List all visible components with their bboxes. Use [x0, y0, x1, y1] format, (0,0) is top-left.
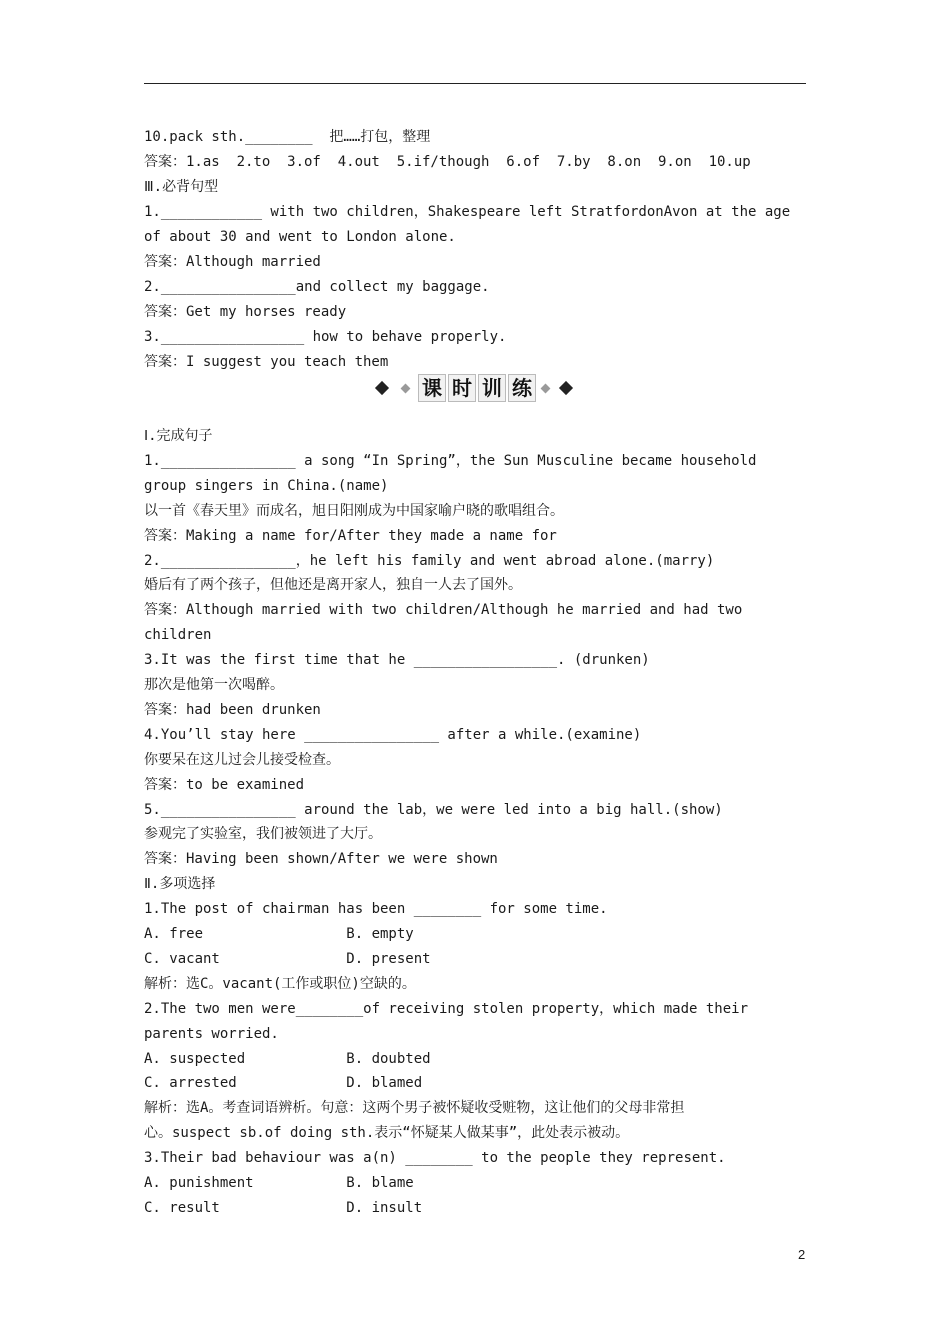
diamond-icon	[559, 381, 573, 395]
text-line: parents worried.	[144, 1026, 279, 1042]
text-line: children	[144, 627, 212, 643]
section-banner	[375, 374, 575, 402]
text-line: 2.The two men were________of receiving stolen property，which made their	[144, 1001, 749, 1017]
text-line: 3.It was the first time that he _________________. (drunken)	[144, 652, 650, 668]
text-line: 心。suspect sb.of doing sth.表示“怀疑某人做某事”，此处表示被动。	[144, 1125, 630, 1141]
text-line: 参观完了实验室，我们被领进了大厅。	[144, 826, 382, 842]
answer-line: 答案：to be examined	[144, 777, 305, 793]
diamond-icon	[541, 383, 551, 393]
text-line: C. vacant D. present	[144, 951, 431, 967]
page-number: 2	[798, 1247, 806, 1262]
banner-char: 课	[418, 374, 446, 402]
answer-line: 答案：Although married	[144, 254, 321, 270]
text-line: A. free B. empty	[144, 926, 414, 942]
diamond-icon	[375, 381, 389, 395]
answer-line: 答案：Although married with two children/Although he married and had two	[144, 602, 743, 618]
answer-line: 答案：Making a name for/After they made a name for	[144, 528, 557, 544]
text-line: 3.Their bad behaviour was a(n) ________ to the people they represent.	[144, 1150, 726, 1166]
text-line: 1.The post of chairman has been ________ for some time.	[144, 901, 608, 917]
answer-line: 答案：Get my horses ready	[144, 304, 347, 320]
text-line: 3._________________ how to behave properly.	[144, 329, 507, 345]
text-line: 以一首《春天里》而成名，旭日阳刚成为中国家喻户晓的歌唱组合。	[144, 503, 564, 519]
text-line: 那次是他第一次喝醉。	[144, 677, 284, 693]
section-heading: Ⅲ.必背句型	[144, 179, 219, 195]
text-line: C. result D. insult	[144, 1200, 423, 1216]
text-line: 5.________________ around the lab，we were led into a big hall.(show)	[144, 802, 723, 818]
text-line: Ⅰ.完成句子	[144, 428, 213, 444]
answer-line: 答案：I suggest you teach them	[144, 354, 389, 370]
answer-line: 答案：had been drunken	[144, 702, 321, 718]
explanation-line: 解析：选A。考查词语辨析。句意：这两个男子被怀疑收受赃物，这让他们的父母非常担	[144, 1100, 685, 1116]
text-line: C. arrested D. blamed	[144, 1075, 423, 1091]
text-line: 答案：1.as 2.to 3.of 4.out 5.if/though 6.of 7.by 8.on 9.on 10.up	[144, 154, 751, 170]
text-line: 2.________________and collect my baggage.	[144, 279, 490, 295]
text-line: 10.pack sth.________ 把……打包，整理	[144, 129, 431, 145]
text-line: 2.________________，he left his family and went abroad alone.(marry)	[144, 553, 715, 569]
text-line: 4.You’ll stay here ________________ after a while.(examine)	[144, 727, 642, 743]
diamond-icon	[401, 383, 411, 393]
text-line: 你要呆在这儿过会儿接受检查。	[144, 752, 340, 768]
text-line: group singers in China.(name)	[144, 478, 389, 494]
text-line: 1.____________ with two children，Shakespeare left StratfordonAvon at the age	[144, 204, 791, 220]
banner-char: 训	[478, 374, 506, 402]
text-line: A. suspected B. doubted	[144, 1051, 431, 1067]
answer-line: 答案：Having been shown/After we were shown	[144, 851, 498, 867]
text-line: 1.________________ a song “In Spring”，the Sun Musculine became household	[144, 453, 757, 469]
text-line: A. punishment B. blame	[144, 1175, 414, 1191]
text-line: Ⅱ.多项选择	[144, 876, 216, 892]
text-line: of about 30 and went to London alone.	[144, 229, 456, 245]
text-line: 婚后有了两个孩子，但他还是离开家人，独自一人去了国外。	[144, 577, 522, 593]
banner-char: 练	[508, 374, 536, 402]
header-rule	[144, 83, 806, 84]
banner-char: 时	[448, 374, 476, 402]
banner-title	[418, 374, 536, 402]
explanation-line: 解析：选C。vacant(工作或职位)空缺的。	[144, 976, 416, 992]
